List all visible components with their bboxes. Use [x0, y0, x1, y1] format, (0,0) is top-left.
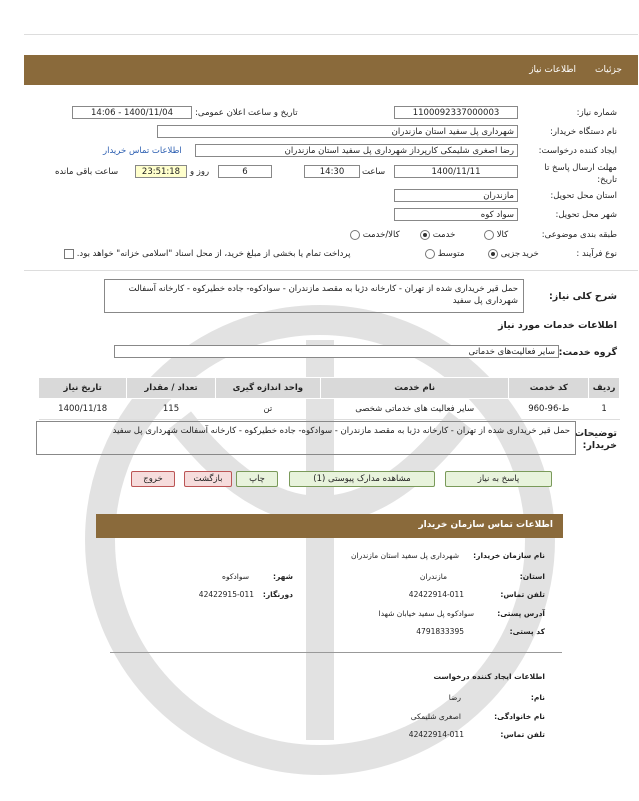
address-value: سوادکوه پل سفید خیابان شهدا	[378, 609, 474, 618]
back-button[interactable]: بازگشت	[184, 471, 232, 487]
contact-divider	[110, 652, 562, 653]
buyer-notes-label: توضیحات خریدار:	[574, 428, 617, 451]
category-service-option[interactable]	[420, 229, 455, 241]
reply-button[interactable]: پاسخ به نیاز	[445, 471, 552, 487]
name-label: نام:	[530, 693, 545, 702]
org-value: شهرداری پل سفید استان مازندران	[351, 551, 459, 560]
cell-unit: تن	[215, 399, 320, 420]
deadline-time-field: 14:30	[304, 165, 360, 178]
buyer-notes-text: حمل قیر خریداری شده از تهران - کارخانه دژبا به مقصد مازندران - سوادکوه- جاده خطیرکوه - کارخانه آسفالت شهرداری پل سفید	[36, 421, 576, 455]
city-c-value: سوادکوه	[222, 572, 249, 581]
address-label: آدرس پستی:	[497, 609, 545, 618]
announce-label: تاریخ و ساعت اعلان عمومی:	[195, 108, 298, 118]
print-button[interactable]: چاپ	[236, 471, 278, 487]
category-label: طبقه بندی موضوعی:	[541, 230, 617, 240]
announce-field: 1400/11/04 - 14:06	[72, 106, 192, 119]
process-medium-option[interactable]	[425, 248, 464, 260]
buyer-contact-link[interactable]: اطلاعات تماس خریدار	[103, 146, 182, 156]
name-value: رضا	[448, 693, 461, 702]
org-label: نام سازمان خریدار:	[473, 551, 545, 560]
contact-section-header	[96, 514, 563, 538]
breadcrumb-need-info[interactable]: اطلاعات نیاز	[529, 65, 576, 75]
radio-icon[interactable]	[350, 230, 360, 240]
col-name: نام خدمت	[321, 378, 509, 399]
city-label: شهر محل تحویل:	[555, 210, 617, 220]
col-code: کد خدمت	[509, 378, 589, 399]
category-goods-option[interactable]	[484, 229, 508, 241]
family-label: نام خانوادگی:	[494, 712, 545, 721]
col-unit: واحد اندازه گیری	[215, 378, 320, 399]
cell-row: 1	[589, 399, 620, 420]
process-buy: خرید	[522, 249, 539, 259]
fax-value: 42422915-011	[198, 590, 254, 599]
province-field: مازندران	[394, 189, 518, 202]
summary-text: حمل قیر خریداری شده از تهران - کارخانه دژبا به مقصد مازندران - سوادکوه- جاده خطیرکوه - کارخانه آسفالت شهرداری پل سفید	[104, 279, 524, 313]
contact-title: اطلاعات تماس سازمان خریدار	[418, 520, 553, 530]
province-label: استان محل تحویل:	[550, 191, 617, 201]
category-service-text: خدمت	[432, 230, 456, 240]
table-row	[39, 399, 620, 420]
city-c-label: شهر:	[273, 572, 293, 581]
breadcrumb-details[interactable]: جزئیات	[595, 65, 622, 75]
col-date: تاریخ نیاز	[39, 378, 127, 399]
province-c-label: استان:	[519, 572, 545, 581]
family-value: اصغری شلیمکی	[410, 712, 461, 721]
creator-field: رضا اصغری شلیمکی کارپرداز شهرداری پل سفید استان مازندران	[195, 144, 518, 157]
fax-label: دورنگار:	[262, 590, 293, 599]
need-number-field: 1100092337000003	[394, 106, 518, 119]
creator-phone-value: 42422914-011	[408, 730, 464, 739]
deadline-label: مهلت ارسال پاسخ تا تاریخ:	[544, 163, 617, 185]
category-goods-service-text: کالا/خدمت	[362, 230, 400, 240]
process-medium-text: متوسط	[437, 249, 465, 259]
summary-label: شرح کلی نیاز:	[548, 291, 617, 302]
creator-label: ایجاد کننده درخواست:	[538, 146, 617, 156]
exit-button[interactable]: خروج	[131, 471, 175, 487]
remaining-time-field: 23:51:18	[135, 165, 187, 178]
group-label: گروه خدمت:	[558, 347, 617, 358]
services-title: اطلاعات خدمات مورد نیاز	[498, 320, 617, 331]
remaining-label: ساعت باقی مانده	[55, 167, 119, 177]
watermark-emblem-icon	[20, 280, 620, 800]
page-header	[24, 55, 638, 85]
process-partial-option[interactable]	[488, 248, 520, 260]
creator-info-title: اطلاعات ایجاد کننده درخواست	[433, 672, 545, 681]
radio-selected-icon[interactable]	[420, 230, 430, 240]
deadline-date-field: 1400/11/11	[394, 165, 518, 178]
radio-selected-icon[interactable]	[488, 249, 498, 259]
top-divider	[24, 34, 638, 35]
buyer-org-label: نام دستگاه خریدار:	[550, 127, 617, 137]
cell-name: سایر فعالیت های خدماتی شخصی	[321, 399, 509, 420]
section-divider	[24, 270, 638, 271]
time-label: ساعت	[362, 167, 386, 177]
checkbox-icon[interactable]	[64, 249, 74, 259]
postal-label: کد پستی:	[509, 627, 545, 636]
table-header-row	[39, 378, 620, 399]
cell-qty: 115	[127, 399, 215, 420]
province-c-value: مازندران	[419, 572, 447, 581]
phone-value: 42422914-011	[408, 590, 464, 599]
buyer-org-field: شهرداری پل سفید استان مازندران	[157, 125, 518, 138]
process-label: نوع فرآیند :	[576, 249, 617, 259]
city-field: سواد کوه	[394, 208, 518, 221]
radio-icon[interactable]	[425, 249, 435, 259]
category-goods-text: کالا	[496, 230, 509, 240]
days-field: 6	[218, 165, 272, 178]
services-table	[38, 377, 620, 420]
col-row: ردیف	[589, 378, 620, 399]
creator-phone-label: تلفن تماس:	[500, 730, 545, 739]
days-label: روز و	[190, 167, 210, 177]
col-qty: تعداد / مقدار	[127, 378, 215, 399]
process-partial-text: جزیی	[500, 249, 521, 259]
category-goods-service-option[interactable]	[350, 229, 400, 241]
radio-icon[interactable]	[484, 230, 494, 240]
view-documents-button[interactable]: مشاهده مدارک پیوستی (1)	[289, 471, 435, 487]
payment-note	[64, 248, 350, 260]
need-number-label: شماره نیاز:	[576, 108, 617, 118]
payment-note-text: پرداخت تمام یا بخشی از مبلغ خرید، از محل اسناد "اسلامی خزانه" خواهد بود.	[76, 249, 351, 259]
group-field: سایر فعالیت‌های خدماتی	[114, 345, 559, 358]
phone-label: تلفن تماس:	[500, 590, 545, 599]
postal-value: 4791833395	[416, 627, 464, 636]
cell-code: ط-96-960	[509, 399, 589, 420]
cell-date: 1400/11/18	[39, 399, 127, 420]
